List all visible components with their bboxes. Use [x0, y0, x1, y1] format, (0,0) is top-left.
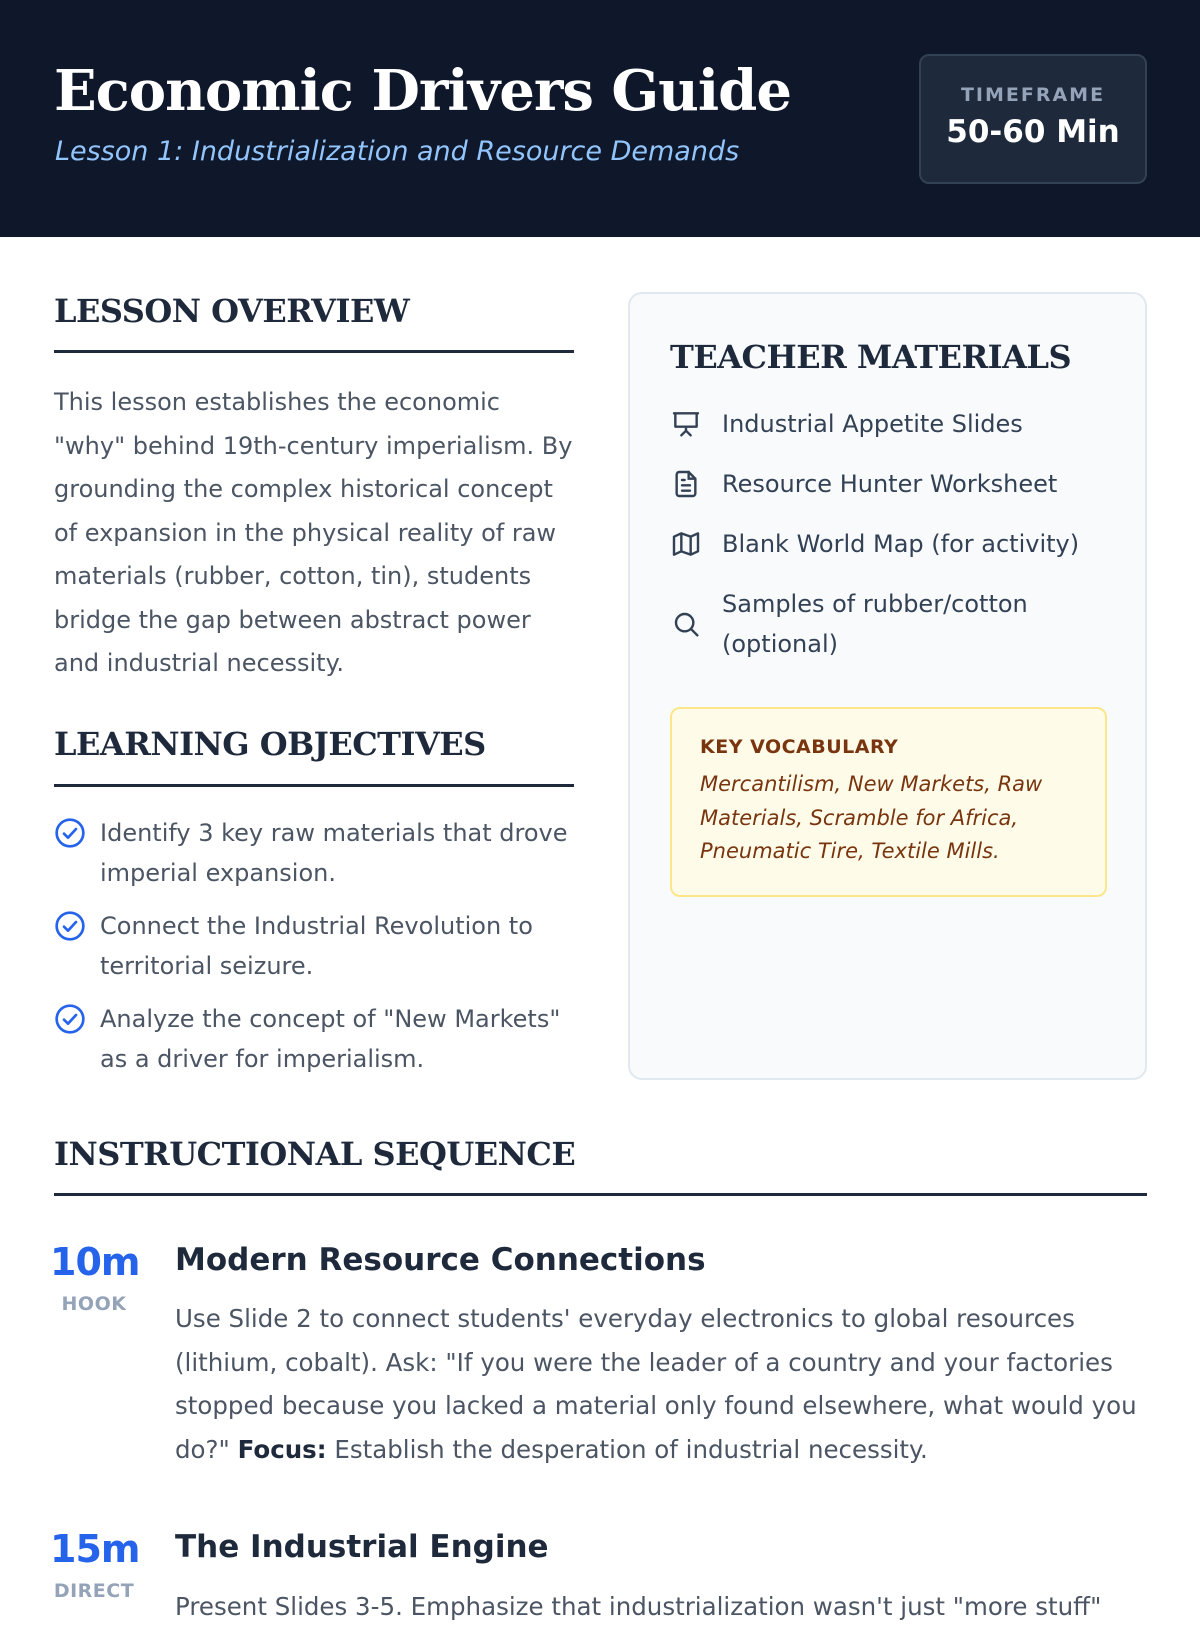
step-description: Present Slides 3-5. Emphasize that industrialization wasn't just "more stuff" [175, 1592, 1102, 1621]
objectives-list [54, 813, 584, 1092]
materials-list [670, 404, 1120, 684]
material-item [670, 404, 1120, 444]
teacher-materials-card [628, 292, 1147, 1080]
material-label: Resource Hunter Worksheet [722, 470, 1058, 498]
materials-heading: TEACHER MATERIALS [670, 338, 1072, 376]
material-item [670, 584, 1120, 664]
overview-divider [54, 350, 574, 353]
objective-item [54, 813, 584, 893]
focus-label: Focus: [237, 1434, 327, 1464]
page-header [0, 0, 1200, 237]
step-title: The Industrial Engine [175, 1529, 549, 1565]
check-circle-icon [54, 817, 86, 849]
vocabulary-terms: Mercantilism, New Markets, Raw Materials, Scramble for Africa, Pneumatic Tire, Textile Mills. [700, 772, 1043, 863]
document-icon [670, 468, 702, 500]
focus-text: Establish the desperation of industrial necessity. [334, 1434, 928, 1464]
material-label: Samples of rubber/cotton (optional) [722, 590, 1028, 658]
timeframe-value: 50-60 Min [946, 114, 1120, 150]
objectives-heading: LEARNING OBJECTIVES [54, 725, 486, 763]
timeframe-label: TIMEFRAME [960, 84, 1106, 106]
step-title: Modern Resource Connections [175, 1242, 706, 1278]
material-label: Industrial Appetite Slides [722, 410, 1023, 438]
vocabulary-label: KEY VOCABULARY [700, 736, 899, 758]
objective-item [54, 906, 584, 986]
presentation-icon [670, 408, 702, 440]
sequence-divider [54, 1193, 1147, 1196]
overview-heading: LESSON OVERVIEW [54, 292, 410, 330]
material-label: Blank World Map (for activity) [722, 530, 1080, 558]
map-icon [670, 528, 702, 560]
objective-text: Connect the Industrial Revolution to territorial seizure. [100, 912, 533, 980]
step-tag: HOOK [61, 1293, 127, 1315]
step-description-text: Use Slide 2 to connect students' everyday electronics to global resources (lithium, cobalt). Ask: "If you were the leader of a country and your factories stopped because you lacked a material only found elsewhere, what would you do?" [175, 1304, 1137, 1464]
objective-text: Identify 3 key raw materials that drove imperial expansion. [100, 819, 568, 887]
material-item [670, 464, 1120, 504]
step-duration: 10m [50, 1240, 140, 1284]
page-title: Economic Drivers Guide [54, 58, 791, 124]
lesson-subtitle: Lesson 1: Industrialization and Resource Demands [55, 136, 740, 167]
step-tag: DIRECT [53, 1580, 135, 1602]
overview-text: This lesson establishes the economic "why" behind 19th-century imperialism. By grounding the complex historical concept of expansion in the physical reality of raw materials (rubber, cotton, tin), students bridge the gap between abstract power and industrial necessity. [54, 388, 573, 677]
objective-text: Analyze the concept of "New Markets" as a driver for imperialism. [100, 1005, 561, 1073]
step-duration: 15m [50, 1527, 140, 1571]
check-circle-icon [54, 1003, 86, 1035]
timeframe-badge [919, 54, 1147, 184]
check-circle-icon [54, 910, 86, 942]
sequence-heading: INSTRUCTIONAL SEQUENCE [54, 1135, 576, 1173]
material-item [670, 524, 1120, 564]
objectives-divider [54, 784, 574, 787]
step-description [175, 1297, 1160, 1471]
objective-item [54, 999, 584, 1079]
key-vocabulary-box [670, 707, 1107, 897]
search-icon [670, 608, 702, 640]
